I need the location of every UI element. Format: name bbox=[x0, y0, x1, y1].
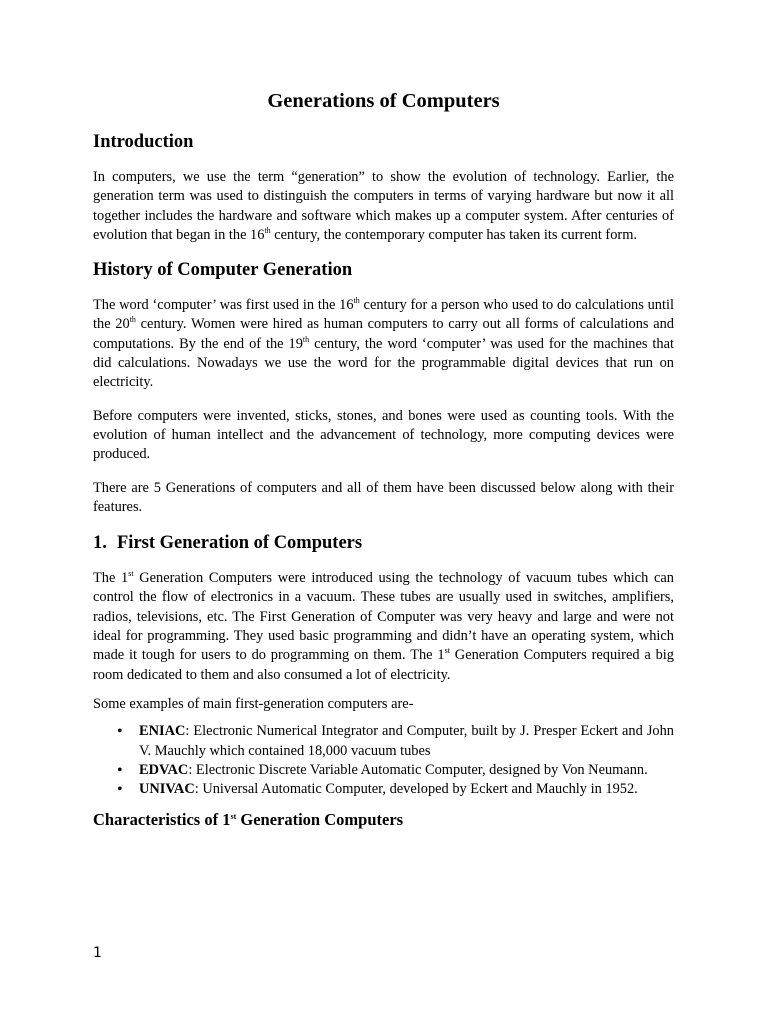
superscript: st bbox=[444, 646, 450, 656]
history-paragraph-2: Before computers were invented, sticks, stones, and bones were used as counting tools. With the evolution of human intellect and the advancement of technology, more computing devices were produced. bbox=[93, 407, 674, 463]
superscript: st bbox=[128, 569, 134, 579]
list-item bbox=[139, 780, 674, 799]
intro-text-part-1: In computers, we use the term “generation” to show the evolution of technology. Earlier, the generation term was used to distinguish the computers in terms of varying hardware but now it all together includes the hardware and software which makes up a computer system. After centuries of evolution that began in the 16 bbox=[93, 169, 674, 243]
characteristics-heading-part-1: Characteristics of 1 bbox=[93, 810, 231, 830]
example-description: : Universal Automatic Computer, developed by Eckert and Mauchly in 1952. bbox=[194, 781, 638, 798]
first-gen-text-part-2: Generation Computers were introduced using the technology of vacuum tubes which can control the flow of electronics in a vacuum. These tubes are usually used in switches, amplifiers, radios, televisions, etc. The First Generation of Computer was very heavy and large and were not ideal for programming. They used basic programming and didn’t have an operating system, which made it tough for users to do programming on them. The 1 bbox=[93, 570, 674, 664]
example-description: : Electronic Numerical Integrator and Computer, built by J. Presper Eckert and John V. Mauchly which contained 18,000 vacuum tubes bbox=[139, 723, 674, 759]
first-generation-heading bbox=[93, 531, 674, 555]
characteristics-heading-part-2: Generation Computers bbox=[236, 810, 404, 830]
example-name: EDVAC bbox=[139, 761, 189, 778]
example-name: UNIVAC bbox=[139, 781, 195, 798]
history-text-part-4: century, the word ‘computer’ was used for the machines that did calculations. Nowadays we use the word for the programmable digital devices that run on electricity. bbox=[93, 335, 674, 391]
introduction-paragraph bbox=[93, 168, 674, 245]
intro-text-part-2: century, the contemporary computer has taken its current form. bbox=[270, 226, 637, 243]
history-text-part-3: century. Women were hired as human computers to carry out all forms of calculations and computations. By the end of the 19 bbox=[93, 316, 674, 352]
superscript: th bbox=[129, 315, 136, 325]
superscript: th bbox=[353, 296, 360, 306]
history-heading: History of Computer Generation bbox=[93, 260, 353, 281]
history-paragraph-1 bbox=[93, 296, 674, 392]
history-text-part-2: century for a person who used to do calculations until the 20 bbox=[93, 297, 674, 333]
list-item bbox=[139, 722, 674, 761]
history-paragraph-3: There are 5 Generations of computers and all of them have been discussed below along with their features. bbox=[93, 479, 674, 515]
introduction-heading: Introduction bbox=[93, 132, 194, 152]
first-gen-text-part-1: The 1 bbox=[93, 570, 129, 587]
first-generation-heading-text: First Generation of Computers bbox=[117, 533, 363, 554]
characteristics-heading bbox=[93, 809, 674, 831]
list-item bbox=[139, 761, 674, 780]
first-gen-text-part-3: Generation Computers required a big room dedicated to them and also consumed a lot of electricity. bbox=[93, 647, 674, 683]
section-number: 1. bbox=[93, 533, 107, 554]
history-text-part-1: The word ‘computer’ was first used in the 16 bbox=[93, 297, 354, 314]
example-description: : Electronic Discrete Variable Automatic Computer, designed by Von Neumann. bbox=[188, 761, 648, 778]
page-number: 1 bbox=[93, 945, 102, 961]
superscript: th bbox=[302, 334, 310, 344]
first-generation-paragraph bbox=[93, 569, 674, 685]
examples-intro: Some examples of main first-generation computers are- bbox=[93, 695, 414, 712]
example-name: ENIAC bbox=[139, 723, 186, 740]
document-page bbox=[93, 88, 674, 831]
superscript: th bbox=[264, 225, 271, 235]
document-title: Generations of Computers bbox=[267, 90, 500, 112]
examples-list bbox=[93, 722, 674, 799]
superscript: st bbox=[230, 812, 237, 822]
